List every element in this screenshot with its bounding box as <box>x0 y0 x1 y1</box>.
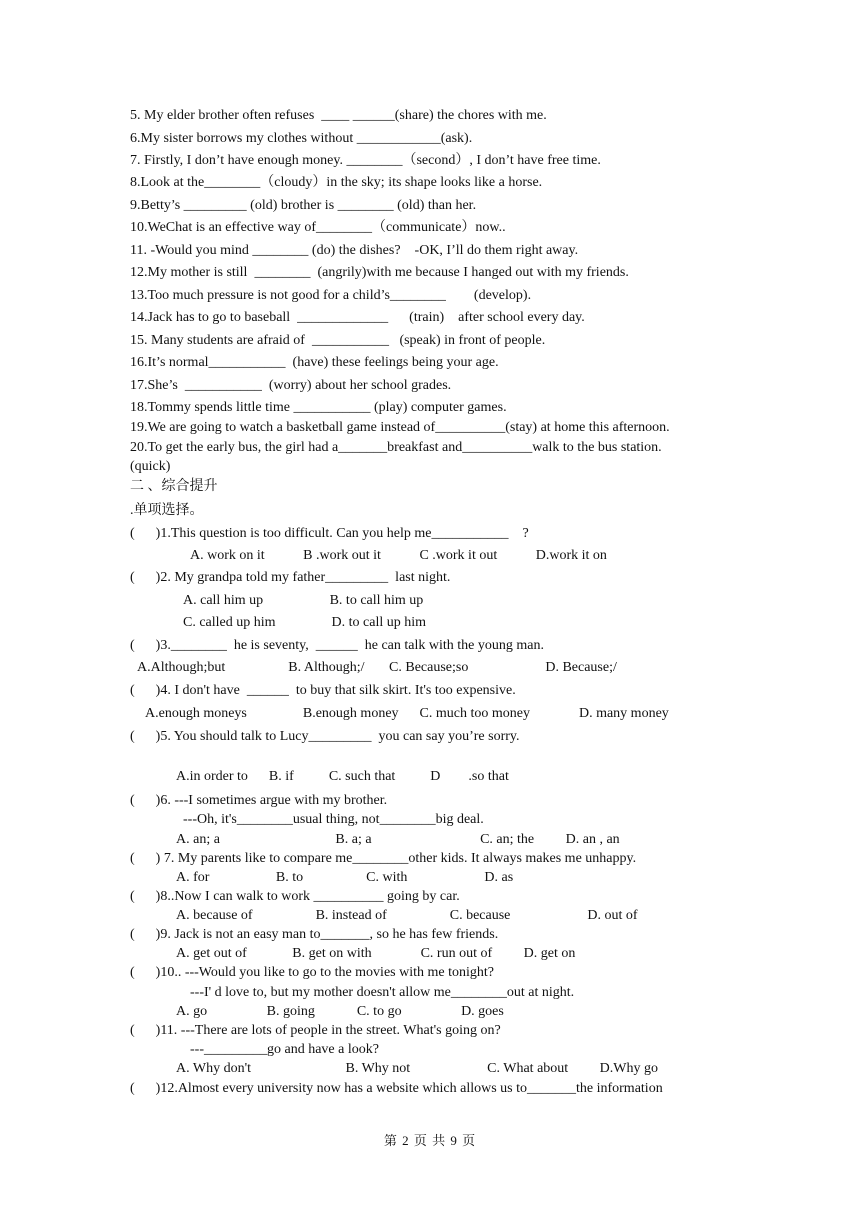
question-18: 18.Tommy spends little time ___________ (play) computer games. <box>130 400 507 415</box>
question-7: 7. Firstly, I don’t have enough money. ________（second）, I don’t have free time. <box>130 153 601 168</box>
mc-question-6: ( )6. ---I sometimes argue with my brother. <box>130 793 388 808</box>
mc-question-3: ( )3.________ he is seventy, ______ he can talk with the young man. <box>130 638 544 653</box>
mc-options-11: A. Why don't B. Why not C. What about D.Why go <box>176 1061 659 1076</box>
subsection-title: .单项选择。 <box>130 503 204 518</box>
question-8: 8.Look at the________（cloudy）in the sky; its shape looks like a horse. <box>130 175 543 190</box>
mc-options-6: A. an; a B. a; a C. an; the D. an , an <box>176 832 620 847</box>
mc-question-12: ( )12.Almost every university now has a website which allows us to_______the information <box>130 1081 663 1096</box>
page-footer: 第 2 页 共 9 页 <box>383 1133 477 1148</box>
question-20-hint: (quick) <box>130 459 171 474</box>
mc-question-2: ( )2. My grandpa told my father_________ last night. <box>130 570 451 585</box>
question-6: 6.My sister borrows my clothes without ____________(ask). <box>130 131 473 146</box>
mc-options-1: A. work on it B .work out it C .work it out D.work it on <box>190 548 607 563</box>
mc-options-10: A. go B. going C. to go D. goes <box>176 1004 504 1019</box>
question-12: 12.My mother is still ________ (angrily)with me because I hanged out with my friends. <box>130 265 629 280</box>
mc-options-4: A.enough moneys B.enough money C. much too money D. many money <box>145 706 669 721</box>
question-17: 17.She’s ___________ (worry) about her school grades. <box>130 378 452 393</box>
mc-question-11-reply: ---_________go and have a look? <box>190 1042 379 1057</box>
mc-options-5: A.in order to B. if C. such that D .so that <box>176 769 509 784</box>
mc-question-6-reply: ---Oh, it's________usual thing, not________big deal. <box>183 812 484 827</box>
mc-options-7: A. for B. to C. with D. as <box>176 870 514 885</box>
mc-options-2a: A. call him up B. to call him up <box>183 593 424 608</box>
question-16: 16.It’s normal___________ (have) these feelings being your age. <box>130 355 499 370</box>
question-9: 9.Betty’s _________ (old) brother is ________ (old) than her. <box>130 198 477 213</box>
mc-question-11: ( )11. ---There are lots of people in the street. What's going on? <box>130 1023 501 1038</box>
mc-options-9: A. get out of B. get on with C. run out of D. get on <box>176 946 576 961</box>
mc-question-7: ( ) 7. My parents like to compare me________other kids. It always makes me unhappy. <box>130 851 637 866</box>
question-20: 20.To get the early bus, the girl had a_______breakfast and__________walk to the bus station. <box>130 440 662 455</box>
question-11: 11. -Would you mind ________ (do) the dishes? -OK, I’ll do them right away. <box>130 243 579 258</box>
question-5: 5. My elder brother often refuses ____ ______(share) the chores with me. <box>130 108 547 123</box>
mc-question-9: ( )9. Jack is not an easy man to_______, so he has few friends. <box>130 927 499 942</box>
question-14: 14.Jack has to go to baseball _____________ (train) after school every day. <box>130 310 585 325</box>
mc-question-5: ( )5. You should talk to Lucy_________ you can say you’re sorry. <box>130 729 520 744</box>
mc-question-10-reply: ---I' d love to, but my mother doesn't allow me________out at night. <box>190 985 575 1000</box>
mc-options-3: A.Although;but B. Although;/ C. Because;so D. Because;/ <box>137 660 617 675</box>
mc-question-1: ( )1.This question is too difficult. Can you help me___________ ? <box>130 526 529 541</box>
mc-question-4: ( )4. I don't have ______ to buy that silk skirt. It's too expensive. <box>130 683 516 698</box>
mc-options-8: A. because of B. instead of C. because D. out of <box>176 908 638 923</box>
section-title: 二 、综合提升 <box>130 479 218 494</box>
mc-question-8: ( )8..Now I can walk to work __________ going by car. <box>130 889 460 904</box>
mc-question-10: ( )10.. ---Would you like to go to the movies with me tonight? <box>130 965 494 980</box>
mc-options-2b: C. called up him D. to call up him <box>183 615 427 630</box>
question-13: 13.Too much pressure is not good for a child’s________ (develop). <box>130 288 532 303</box>
question-10: 10.WeChat is an effective way of________（communicate）now.. <box>130 220 506 235</box>
question-19: 19.We are going to watch a basketball game instead of__________(stay) at home this afternoon. <box>130 420 670 435</box>
question-15: 15. Many students are afraid of ___________ (speak) in front of people. <box>130 333 546 348</box>
